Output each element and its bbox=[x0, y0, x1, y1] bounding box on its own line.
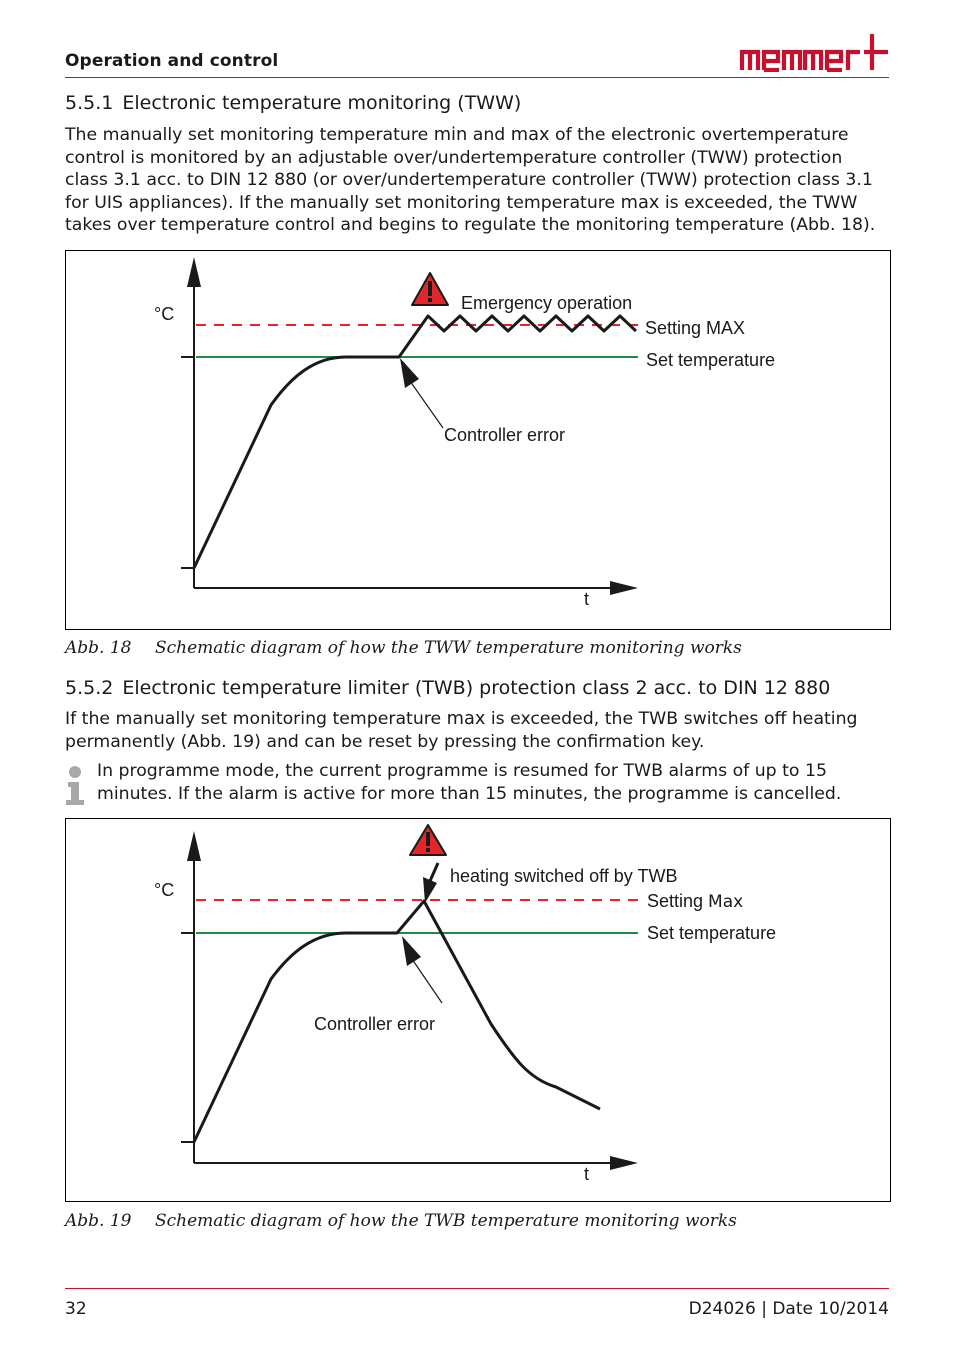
set-temperature-label: Set temperature bbox=[647, 923, 777, 943]
setting-max-label: Setting Max bbox=[647, 891, 744, 912]
controller-error-arrowhead bbox=[400, 358, 419, 388]
info-note-text: In programme mode, the current programme is resumed for TWB alarms of up to 15 minutes. If the alarm is active for more than 15 minutes, the programme is cancelled. bbox=[97, 761, 842, 804]
controller-error-arrowhead bbox=[402, 936, 421, 966]
heating-off-pointer bbox=[430, 863, 438, 881]
figure-18-tww-diagram bbox=[65, 250, 891, 630]
section-5-5-2-body: If the manually set monitoring temperature max is exceeded, the TWB switches off heating permanently (Abb. 19) and can be reset by pressing the confirmation key. bbox=[65, 708, 858, 752]
figure-18-caption: Abb. 18 Schematic diagram of how the TWW temperature monitoring works bbox=[65, 638, 742, 658]
header-rule bbox=[65, 77, 889, 78]
y-unit-label: °C bbox=[154, 880, 175, 900]
warning-icon bbox=[412, 273, 448, 305]
controller-error-label: Controller error bbox=[314, 1014, 436, 1034]
document-info: D24026 | Date 10/2014 bbox=[688, 1299, 889, 1319]
x-unit-label: t bbox=[584, 589, 590, 609]
figure-19-caption: Abb. 19 Schematic diagram of how the TWB temperature monitoring works bbox=[65, 1211, 737, 1231]
figure-19-twb-diagram bbox=[65, 818, 891, 1202]
page-number: 32 bbox=[65, 1299, 87, 1319]
section-heading-5-5-2: 5.5.2 Electronic temperature limiter (TWB) protection class 2 acc. to DIN 12 880 bbox=[65, 677, 831, 699]
temperature-curve bbox=[194, 316, 636, 568]
y-axis-arrow bbox=[187, 831, 201, 861]
section-heading-5-5-1: 5.5.1 Electronic temperature monitoring (TWW) bbox=[65, 92, 522, 114]
controller-error-pointer bbox=[410, 381, 443, 428]
footer-rule bbox=[65, 1288, 889, 1289]
info-icon bbox=[62, 764, 90, 806]
x-axis-arrow bbox=[610, 1156, 638, 1170]
controller-error-pointer bbox=[412, 959, 442, 1003]
x-axis-arrow bbox=[610, 581, 638, 595]
x-unit-label: t bbox=[584, 1164, 590, 1184]
heating-switched-off-label: heating switched off by TWB bbox=[450, 866, 678, 886]
warning-icon bbox=[410, 825, 446, 855]
page-section-title: Operation and control bbox=[65, 51, 279, 71]
setting-max-label: Setting MAX bbox=[645, 318, 746, 338]
set-temperature-label: Set temperature bbox=[646, 350, 776, 370]
y-axis-arrow bbox=[187, 257, 201, 287]
emergency-operation-label: Emergency operation bbox=[461, 293, 633, 313]
controller-error-label: Controller error bbox=[444, 425, 566, 445]
section-5-5-1-body: The manually set monitoring temperature min and max of the electronic overtemperature control is monitored by an adjustable over/undertemperature controller (TWW) protection class 3.1 acc. to DIN 12 880 (or over/undertemperature controller (TWW) protection class 3.1 for UIS appliances). If the manually set monitoring temperature max is exceeded, the TWW takes over temperature control and begins to regulate the monitoring temperature (Abb. 18). bbox=[65, 124, 876, 236]
y-unit-label: °C bbox=[154, 304, 175, 324]
memmert-logo bbox=[738, 30, 890, 72]
